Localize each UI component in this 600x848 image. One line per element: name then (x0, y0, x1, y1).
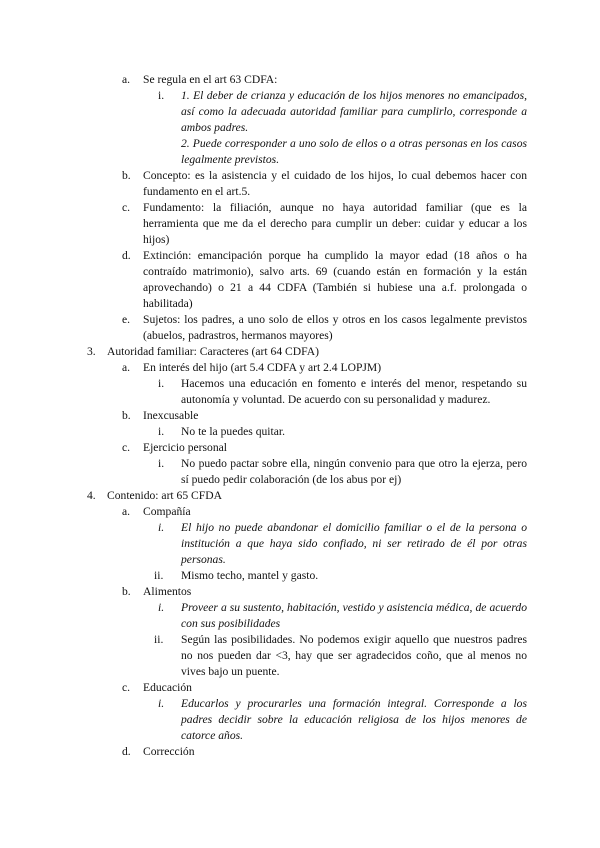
list-text: Hacemos una educación en fomento e interés del menor, respetando su autonomía y voluntad. De acuerdo con su personalidad y madurez. (181, 377, 527, 406)
list-item-food-detail (154, 632, 527, 680)
list-marker: b. (122, 585, 131, 598)
list-text: Según las posibilidades. No podemos exigir aquello que nuestros padres no nos pueden dar <3, hay que ser agradecidos coño, que al menos no vives bajo un puente. (181, 633, 527, 678)
list-marker: 3. (87, 345, 96, 358)
list-text: En interés del hijo (art 5.4 CDFA y art 2.4 LOPJM) (143, 361, 382, 374)
list-marker: i. (158, 89, 165, 102)
list-marker: 4. (87, 489, 96, 502)
list-marker: c. (122, 441, 131, 454)
list-marker: c. (122, 681, 131, 694)
list-text: Corrección (143, 745, 195, 758)
list-item-child-interest-detail (158, 376, 527, 408)
list-text: Fundamento: la filiación, aunque no haya autoridad familiar (que es la herramienta que me da el derecho para cumplir un deber: cuidar y educar a los hijos) (143, 201, 527, 246)
list-marker: i. (158, 601, 165, 614)
list-marker: c. (122, 201, 131, 214)
list-item-education (122, 680, 527, 696)
list-text: Educación (143, 681, 192, 694)
list-marker: i. (158, 377, 165, 390)
list-item-company-quote (158, 520, 527, 568)
list-item-d-extinction (122, 248, 527, 312)
list-item-personal-exercise-detail (158, 456, 527, 488)
list-marker: d. (122, 745, 131, 758)
list-item-child-interest (122, 360, 527, 376)
list-text: El hijo no puede abandonar el domicilio familiar o el de la persona o institución a que haya sido confiado, ni ser retirado de él por otras personas. (181, 521, 527, 566)
list-text: Ejercicio personal (143, 441, 228, 454)
list-item-personal-exercise (122, 440, 527, 456)
list-text: No te la puedes quitar. (181, 425, 285, 438)
list-text: No puedo pactar sobre ella, ningún convenio para que otro la ejerza, pero sí puedo pedir colaboración (de los abus por ej) (181, 457, 527, 486)
list-text: Mismo techo, mantel y gasto. (181, 569, 319, 582)
list-marker: a. (122, 361, 131, 374)
section-title: Autoridad familiar: Caracteres (art 64 CDFA) (107, 345, 319, 358)
list-item-b-concept (122, 168, 527, 200)
list-marker: d. (122, 249, 131, 262)
list-text: Educarlos y procurarles una formación integral. Corresponde a los padres decidir sobre la educación religiosa de los hijos menores de catorce años. (181, 697, 527, 742)
list-text: Compañía (143, 505, 191, 518)
list-marker: i. (158, 425, 165, 438)
list-item-inexcusable-detail (158, 424, 527, 440)
list-item-education-quote (158, 696, 527, 744)
section-title: Contenido: art 65 CFDA (107, 489, 222, 502)
list-text: Sujetos: los padres, a uno solo de ellos y otros en los casos legalmente previstos (abuelos, padrastros, hermanos mayores) (143, 313, 527, 342)
section-4-heading (87, 488, 527, 504)
list-text: Concepto: es la asistencia y el cuidado de los hijos, lo cual debemos hacer con fundamento en el art.5. (143, 169, 527, 198)
list-marker: e. (122, 313, 131, 326)
list-item-correction (122, 744, 527, 760)
list-marker: a. (122, 73, 131, 86)
quote-paragraph-2: 2. Puede corresponder a uno solo de ellos o a otras personas en los casos legalmente previstos. (181, 137, 527, 166)
list-marker: ii. (154, 569, 164, 582)
list-item-a-regulation (122, 72, 527, 88)
list-item-legal-quote (158, 88, 527, 168)
list-item-food-quote (158, 600, 527, 632)
list-item-inexcusable (122, 408, 527, 424)
list-item-e-subjects (122, 312, 527, 344)
list-item-company-detail (154, 568, 527, 584)
list-marker: b. (122, 169, 131, 182)
list-text: Proveer a su sustento, habitación, vestido y asistencia médica, de acuerdo con sus posibilidades (181, 601, 527, 630)
list-marker: b. (122, 409, 131, 422)
list-text: Se regula en el art 63 CDFA: (143, 73, 278, 86)
list-item-company (122, 504, 527, 520)
list-marker: i. (158, 457, 165, 470)
list-marker: i. (158, 521, 165, 534)
section-3-heading (87, 344, 527, 360)
list-text: Alimentos (143, 585, 192, 598)
quote-paragraph-1: 1. El deber de crianza y educación de los hijos menores no emancipados, así como la adecuada autoridad familiar para cumplirlo, corresponde a ambos padres. (181, 89, 527, 134)
list-item-c-foundation (122, 200, 527, 248)
list-marker: ii. (154, 633, 164, 646)
list-text: Inexcusable (143, 409, 199, 422)
list-marker: i. (158, 697, 165, 710)
list-item-food (122, 584, 527, 600)
list-text: Extinción: emancipación porque ha cumplido la mayor edad (18 años o ha contraído matrimonio), salvo arts. 69 (cuando están en formación y la están aprovechando) o 21 a 44 CDFA (También si hubiese una a.f. prolongada o habilitada) (143, 249, 527, 310)
list-marker: a. (122, 505, 131, 518)
